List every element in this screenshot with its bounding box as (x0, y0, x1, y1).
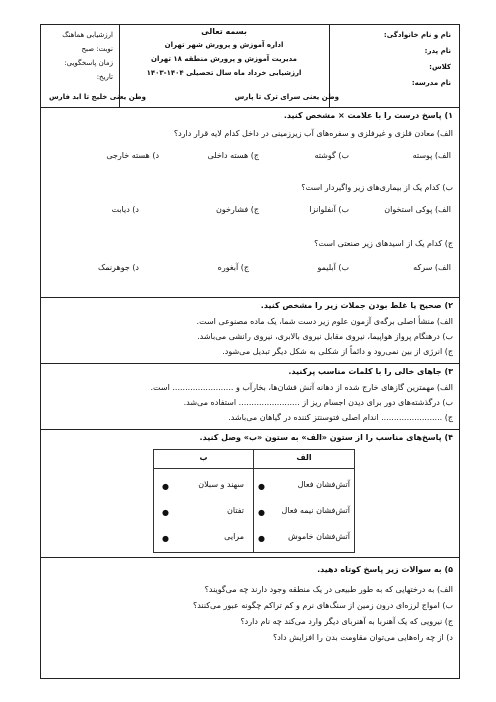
q1b-option-3[interactable]: ج) فشارخون (215, 205, 259, 214)
bismillah: بسمه تعالی (201, 27, 247, 36)
section-1 (41, 107, 459, 298)
q1a-option-1[interactable]: الف) پوسته (412, 151, 451, 160)
question-1b: ب) کدام یک از بیماری‌های زیر واگیردار است؟ (301, 183, 453, 192)
q1b-option-4[interactable]: د) دیابت (111, 205, 139, 214)
section-4 (41, 429, 459, 558)
column-b-item-3: مرایی (224, 532, 244, 541)
exam-frame (40, 24, 460, 679)
section-5-title: ۵) به سوالات زیر پاسخ کوتاه دهید. (317, 565, 453, 574)
column-b-header: ب (199, 453, 208, 462)
exam-type: ارزشیابی هماهنگ (62, 31, 113, 39)
q1c-option-3[interactable]: ج) آبغوره (217, 263, 249, 272)
question-5a: الف) به درختهایی که به طور طبیعی در یک منطقه وجود دارند چه می‌گویند؟ (204, 585, 453, 594)
q1c-option-4[interactable]: د) جوهرنمک (98, 263, 139, 272)
statement-2a: الف) منشأ اصلی برگه‌ی آزمون علوم زیر دست شما، یک ماده مصنوعی است. (196, 317, 453, 326)
header-line-2: مدیریت آموزش و پرورش منطقه ۱۸ تهران (150, 55, 298, 63)
column-b-item-1: سهند و سبلان (198, 480, 244, 489)
q1b-option-1[interactable]: الف) پوکی استخوان (384, 205, 451, 214)
q1a-option-3[interactable]: ج) هسته داخلی (207, 151, 259, 160)
motto-right: وطن یعنی سرای ترک تا پارس (234, 93, 339, 101)
q1c-option-2[interactable]: ب) آبلیمو (317, 263, 349, 272)
column-a-header: الف (296, 453, 312, 462)
bullet-icon[interactable]: ● (258, 508, 265, 517)
question-1c: ج) کدام یک از اسیدهای زیر صنعتی است؟ (314, 239, 453, 248)
blank-3a: الف) مهمترین گازهای خارج شده از دهانه آتش فشان‌ها، بخارآب و ........................ است. (150, 383, 453, 392)
q1a-option-2[interactable]: ب) گوشته (314, 151, 349, 160)
q1b-option-2[interactable]: ب) آنفلوانزا (309, 205, 349, 214)
exam-date: تاریخ: (96, 73, 113, 81)
exam-duration: زمان پاسخگویی: (64, 59, 113, 67)
section-3 (41, 363, 459, 430)
bullet-icon[interactable]: ● (258, 534, 265, 543)
exam-header (41, 25, 459, 108)
column-a-item-2: آتش‌فشان نیمه فعال (281, 506, 350, 515)
statement-2c: ج) انرژی از بین نمی‌رود و دائماً از شکلی به شکل دیگر تبدیل می‌شود. (222, 347, 453, 356)
q1a-option-4[interactable]: د) هسته خارجی (106, 151, 159, 160)
bullet-icon[interactable]: ● (258, 482, 265, 491)
question-5b: ب) امواج لرزه‌ای درون زمین از سنگ‌های نرم و کم تراکم چگونه عبور می‌کنند؟ (192, 601, 453, 610)
class-label: کلاس: (429, 63, 451, 71)
blank-3b: ب) درگذشته‌های دور برای دیدن اجسام ریز از ........................ استفاده می‌شد. (183, 398, 453, 407)
section-3-title: ۳) جاهای خالی را با کلمات مناسب پرکنید. (288, 367, 453, 376)
section-5 (41, 557, 459, 678)
question-5c: ج) نیرویی که یک آهنربا به آهنربای دیگر وارد می‌کند چه نام دارد؟ (240, 617, 453, 626)
exam-shift: نوبت: صبح (81, 45, 113, 53)
bullet-icon[interactable]: ● (162, 482, 169, 491)
question-1a: الف) معادن فلزی و غیرفلزی و سفره‌های آب زیرزمینی در داخل کدام لایه قرار دارد؟ (173, 129, 453, 138)
column-b-item-2: تفتان (227, 506, 244, 515)
statement-2b: ب) درهنگام پرواز هواپیما، نیروی مقابل نیروی بالابری، نیروی رانشی می‌باشد. (197, 332, 453, 341)
column-a-item-1: آتش‌فشان فعال (297, 480, 350, 489)
father-name-label: نام پدر: (424, 47, 451, 55)
matching-table (153, 449, 355, 553)
bullet-icon[interactable]: ● (162, 534, 169, 543)
section-4-title: ۴) پاسخ‌های مناسب را از ستون «الف» به ستون «ب» وصل کنید. (199, 433, 453, 442)
header-line-3: ارزشیابی خرداد ماه سال تحصیلی ۱۴۰۴-۱۴۰۳ (146, 69, 302, 77)
q1c-option-1[interactable]: الف) سرکه (413, 263, 451, 272)
blank-3c: ج) ........................ اندام اصلی فتوسنتز کننده در گیاهان می‌باشد. (228, 413, 453, 422)
column-a-item-3: آتش‌فشان خاموش (287, 532, 350, 541)
header-line-1: اداره آموزش و پرورش شهر تهران (164, 41, 284, 49)
question-5d: د) از چه راه‌هایی می‌توان مقاومت بدن را افزایش داد؟ (273, 633, 453, 642)
motto-left: وطن یعنی خلیج تا ابد فارس (49, 93, 146, 101)
bullet-icon[interactable]: ● (162, 508, 169, 517)
section-2 (41, 297, 459, 364)
section-2-title: ۲) صحیح یا غلط بودن جملات زیر را مشخص کنید. (260, 301, 453, 310)
school-name-label: نام مدرسه: (411, 79, 451, 87)
section-1-title: ۱) پاسخ درست را با علامت × مشخص کنید. (283, 111, 453, 120)
name-label: نام و نام خانوادگی: (383, 31, 451, 39)
